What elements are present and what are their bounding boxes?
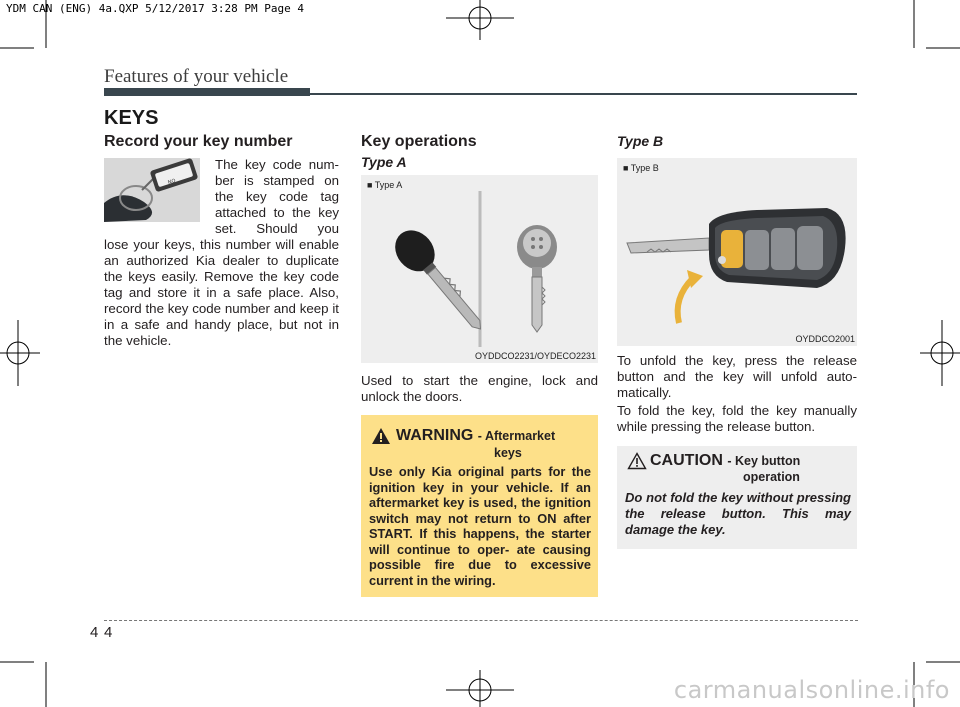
left-narrow-text xyxy=(215,157,339,237)
caution-box xyxy=(617,446,857,549)
type-b-subheading: Type B xyxy=(617,133,664,149)
type-a-figure xyxy=(361,175,598,363)
caution-icon xyxy=(627,452,647,470)
header-rule xyxy=(310,93,857,95)
type-b-key-illustration xyxy=(617,158,857,346)
header-title: Features of your vehicle xyxy=(104,66,289,87)
key-tag-image xyxy=(104,158,200,222)
svg-text:NO: NO xyxy=(167,177,177,187)
left-line: ber is stamped on xyxy=(215,173,339,188)
warning-title-suffix2: keys xyxy=(494,446,522,460)
type-b-figure-tag: ■ Type B xyxy=(623,163,659,173)
warning-label: WARNING xyxy=(396,427,474,444)
type-a-paragraph: Used to start the engine, lock and unlock the doors. xyxy=(361,373,598,404)
type-a-figure-code: OYDDCO2231/OYDECO2231 xyxy=(474,351,596,361)
warning-text: Use only Kia original parts for the ignition key in your vehicle. If an aftermarket key is used, the ignition switch may not return to ON after START. If this happens, the starter will continue to oper- ate causing possible fire due to excessive current in the wiring. xyxy=(369,464,591,588)
left-heading: Record your key number xyxy=(104,133,293,150)
type-b-figure xyxy=(617,158,857,346)
type-a-keys-illustration xyxy=(361,175,598,363)
left-line: the key code tag xyxy=(215,189,339,204)
page-number: 4 xyxy=(104,624,113,641)
left-line: The key code num- xyxy=(215,157,339,172)
section-title: KEYS xyxy=(104,107,159,129)
caution-title xyxy=(650,452,800,470)
header-bar xyxy=(104,88,310,96)
warning-title-suffix: - Aftermarket xyxy=(477,429,556,443)
type-a-subheading: Type A xyxy=(361,154,407,170)
caution-label: CAUTION xyxy=(650,452,723,469)
middle-heading: Key operations xyxy=(361,133,477,150)
warning-box xyxy=(361,415,598,597)
type-b-paragraph-unfold: To unfold the key, press the release button and the key will unfold auto- matically. xyxy=(617,353,857,400)
left-paragraph: lose your keys, this number will enable an authorized Kia dealer to duplicate the keys easily. Remove the key code tag and store it in a safe place. Also, record the key code number and keep it in a safe and handy place, but not in the vehicle. xyxy=(104,237,339,348)
watermark: carmanualsonline.info xyxy=(673,676,950,704)
print-slug: YDM CAN (ENG) 4a.QXP 5/12/2017 3:28 PM Page 4 xyxy=(6,2,305,15)
footer-rule xyxy=(104,620,858,621)
caution-text: Do not fold the key without pressing the release button. This may damage the key. xyxy=(625,490,851,537)
type-a-figure-tag: ■ Type A xyxy=(367,180,403,190)
type-b-figure-code: OYDDCO2001 xyxy=(795,334,855,344)
caution-title-suffix2: operation xyxy=(743,470,800,484)
warning-icon xyxy=(371,427,391,445)
left-line: set. Should you xyxy=(215,221,339,236)
left-line: attached to the key xyxy=(215,205,339,220)
type-b-paragraph-fold: To fold the key, fold the key manually while pressing the release button. xyxy=(617,403,857,434)
warning-title xyxy=(396,427,555,445)
page-section-number: 4 xyxy=(90,624,99,641)
caution-title-suffix: - Key button xyxy=(727,454,801,468)
